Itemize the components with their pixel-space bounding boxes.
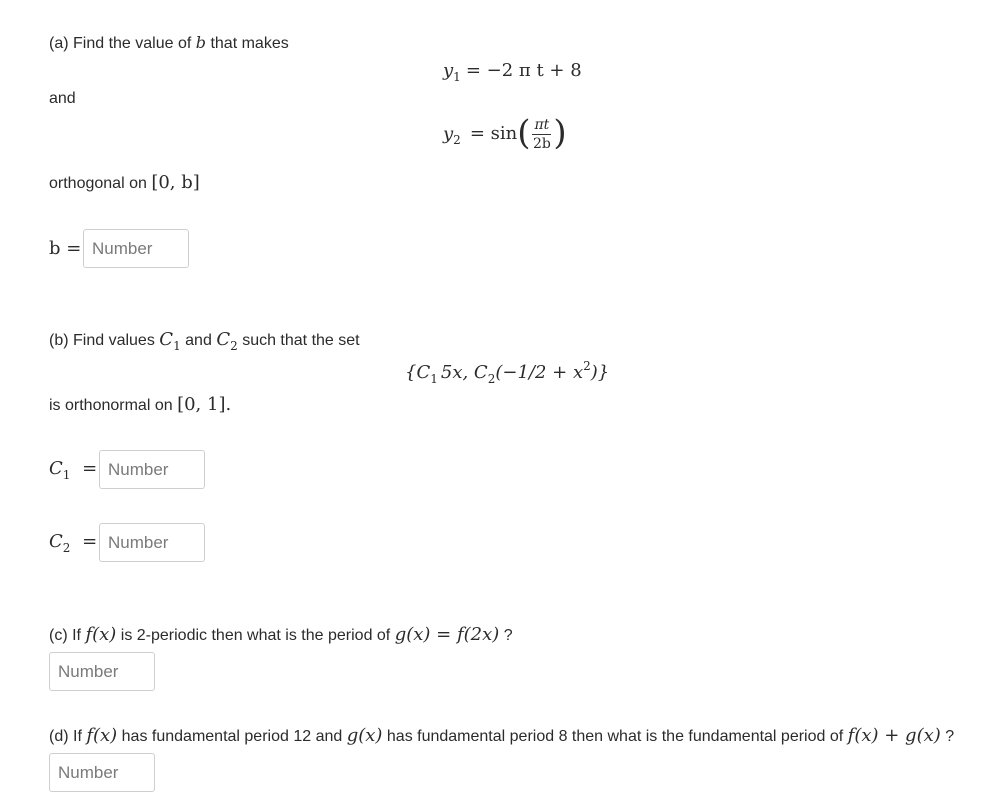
c2-answer-label: $C_2$ = [49,531,98,555]
c2-answer-input[interactable] [99,523,205,562]
interval-b: [0, 1]. [177,394,232,415]
part-d-prompt [49,725,954,746]
c1-answer-input[interactable] [99,450,205,489]
part-a-prompt [49,33,289,53]
equation-y2 [443,112,567,153]
eq2-fraction [532,116,551,153]
b-answer-label [49,238,81,259]
part-c-prompt [49,624,513,645]
c1-answer-label: $C_1$ = [49,458,98,482]
b-label: b = [49,238,82,259]
part-a-and: and [49,90,76,107]
part-a-prompt-text: (a) Find the value of [49,35,192,52]
part-b-c2: $C_2$ [216,329,238,353]
part-b-prompt [49,329,360,353]
part-c-fx: f(x) [85,624,117,645]
part-c-prompt-text: (c) If [49,627,81,644]
part-b-and: and [185,332,212,349]
part-b-c1: $C_1$ [159,329,181,353]
right-paren: ) [553,112,567,153]
interval-a: [0, b] [151,172,200,193]
part-d-fx: f(x) [86,725,118,746]
part-c-tail: ? [503,627,513,644]
part-d-prompt-text: (d) If [49,728,82,745]
eq1-lhs: y [443,60,454,81]
part-a-prompt-tail: that makes [210,35,289,52]
part-d-gx: g(x) [346,725,383,746]
part-d-mid1: has fundamental period 12 and [121,728,343,745]
part-c-gx: g(x) = f(2x) [394,624,500,645]
part-b-prompt-text: (b) Find values [49,332,155,349]
part-b-orthonormal [49,394,231,415]
part-c-answer-input[interactable] [49,652,155,691]
orthonormal-set: {$C_1$ 5x, $C_2(-1/2 + x^2)$} [405,359,610,386]
part-d-tail: ? [945,728,955,745]
eq2-lhs: y [443,123,454,145]
part-d-answer-input[interactable] [49,753,155,792]
eq1-rhs: = −2 π t + 8 [465,60,582,81]
eq2-eq: = sin [469,123,518,145]
part-a-orthogonal [49,172,200,193]
eq2-denominator: 2b [532,136,551,152]
eq2-numerator: πt [534,117,550,133]
part-d-sum: f(x) + g(x) [847,725,941,746]
part-a-var-b: b [195,33,206,52]
part-c-mid: is 2-periodic then what is the period of [120,627,391,644]
part-b-prompt-tail: such that the set [242,332,360,349]
equation-y1 [443,60,582,84]
orthogonal-text: orthogonal on [49,175,147,192]
orthonormal-text: is orthonormal on [49,397,173,414]
left-paren: ( [517,112,531,153]
eq2-lhs-sub: 2 [453,133,461,148]
part-d-mid2: has fundamental period 8 then what is the fundamental period of [386,728,844,745]
b-answer-input[interactable] [83,229,189,268]
eq1-lhs-sub: 1 [453,70,461,84]
